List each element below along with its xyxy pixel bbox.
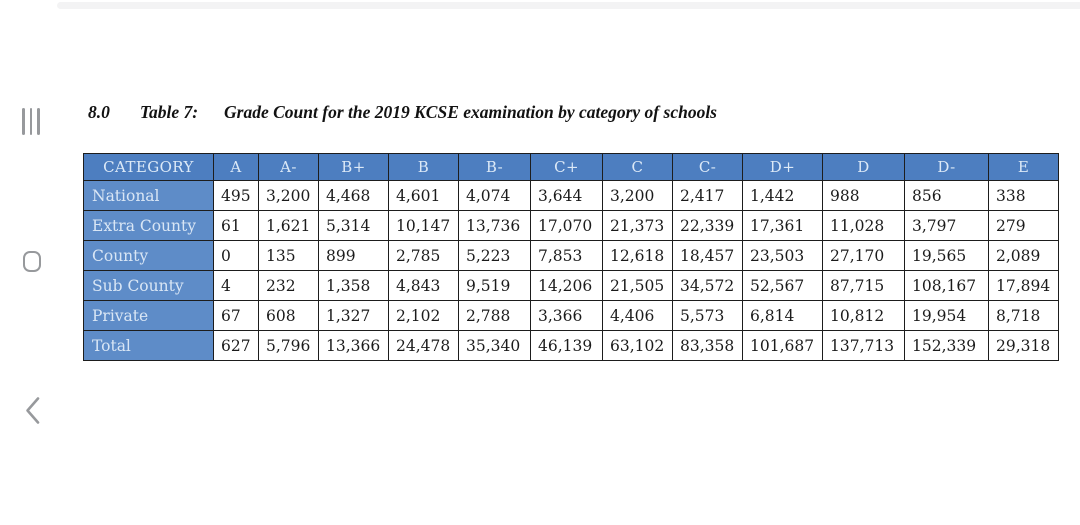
- grade-count-cell: 10,147: [389, 211, 459, 241]
- grade-count-cell: 17,070: [531, 211, 603, 241]
- grade-count-cell: 12,618: [603, 241, 673, 271]
- grade-count-cell: 5,314: [319, 211, 389, 241]
- grade-count-cell: 34,572: [673, 271, 743, 301]
- page-top-edge: [57, 2, 1080, 9]
- row-category: Total: [84, 331, 214, 361]
- table-header-row: [84, 154, 1059, 181]
- grade-count-cell: 19,565: [905, 241, 989, 271]
- grade-count-cell: 5,796: [259, 331, 319, 361]
- grade-count-cell: 3,200: [603, 181, 673, 211]
- grade-count-cell: 19,954: [905, 301, 989, 331]
- grade-count-cell: 61: [214, 211, 259, 241]
- back-icon[interactable]: [24, 396, 41, 429]
- grade-count-cell: 101,687: [743, 331, 823, 361]
- grade-count-cell: 4,601: [389, 181, 459, 211]
- row-category: Private: [84, 301, 214, 331]
- document-title: [88, 102, 717, 123]
- grade-count-cell: 46,139: [531, 331, 603, 361]
- table-row: [84, 211, 1059, 241]
- table-row: [84, 271, 1059, 301]
- grade-count-cell: 135: [259, 241, 319, 271]
- grade-count-cell: 1,358: [319, 271, 389, 301]
- grade-count-cell: 137,713: [823, 331, 905, 361]
- grade-count-cell: 22,339: [673, 211, 743, 241]
- grade-count-cell: 3,644: [531, 181, 603, 211]
- grade-count-cell: 4,843: [389, 271, 459, 301]
- table-row: [84, 331, 1059, 361]
- grade-count-cell: 2,089: [989, 241, 1059, 271]
- grade-count-cell: 87,715: [823, 271, 905, 301]
- column-header-b-: B-: [459, 154, 531, 181]
- grade-count-cell: 4,406: [603, 301, 673, 331]
- row-category: Extra County: [84, 211, 214, 241]
- grade-count-cell: 17,361: [743, 211, 823, 241]
- row-category: National: [84, 181, 214, 211]
- grade-count-cell: 152,339: [905, 331, 989, 361]
- grade-count-cell: 108,167: [905, 271, 989, 301]
- grade-count-cell: 8,718: [989, 301, 1059, 331]
- table-row: [84, 241, 1059, 271]
- table-row: [84, 181, 1059, 211]
- table-row: [84, 301, 1059, 331]
- grade-count-cell: 1,327: [319, 301, 389, 331]
- column-header-e: E: [989, 154, 1059, 181]
- grade-count-cell: 14,206: [531, 271, 603, 301]
- grade-count-cell: 4,074: [459, 181, 531, 211]
- grade-count-cell: 24,478: [389, 331, 459, 361]
- grade-count-cell: 21,373: [603, 211, 673, 241]
- grade-count-cell: 67: [214, 301, 259, 331]
- grade-count-cell: 3,797: [905, 211, 989, 241]
- column-header-c-: C-: [673, 154, 743, 181]
- grade-count-cell: 3,366: [531, 301, 603, 331]
- grade-count-cell: 338: [989, 181, 1059, 211]
- grade-count-cell: 27,170: [823, 241, 905, 271]
- recents-bar: [22, 108, 25, 135]
- column-header-d-: D+: [743, 154, 823, 181]
- grade-count-cell: 13,366: [319, 331, 389, 361]
- grade-count-cell: 83,358: [673, 331, 743, 361]
- grade-count-cell: 0: [214, 241, 259, 271]
- grade-count-cell: 17,894: [989, 271, 1059, 301]
- grade-count-cell: 627: [214, 331, 259, 361]
- table-caption: Grade Count for the 2019 KCSE examination by category of schools: [224, 102, 717, 122]
- section-number: 8.0: [88, 102, 110, 122]
- grade-count-cell: 52,567: [743, 271, 823, 301]
- grade-count-cell: 63,102: [603, 331, 673, 361]
- grade-count-cell: 7,853: [531, 241, 603, 271]
- grade-count-cell: 899: [319, 241, 389, 271]
- home-icon[interactable]: [23, 251, 41, 272]
- grade-count-cell: 18,457: [673, 241, 743, 271]
- row-category: County: [84, 241, 214, 271]
- grade-count-cell: 29,318: [989, 331, 1059, 361]
- grade-count-cell: 1,621: [259, 211, 319, 241]
- grade-count-cell: 11,028: [823, 211, 905, 241]
- recents-bar: [30, 108, 33, 135]
- grade-count-cell: 1,442: [743, 181, 823, 211]
- grade-count-cell: 4,468: [319, 181, 389, 211]
- column-header-d: D: [823, 154, 905, 181]
- grade-count-cell: 4: [214, 271, 259, 301]
- grade-count-cell: 10,812: [823, 301, 905, 331]
- column-header-b-: B+: [319, 154, 389, 181]
- grade-count-cell: 279: [989, 211, 1059, 241]
- grade-count-table: [83, 153, 1059, 361]
- grade-count-cell: 21,505: [603, 271, 673, 301]
- grade-count-cell: 232: [259, 271, 319, 301]
- column-header-c-: C+: [531, 154, 603, 181]
- grade-count-cell: 2,788: [459, 301, 531, 331]
- grade-count-cell: 6,814: [743, 301, 823, 331]
- recents-bar: [37, 108, 40, 135]
- column-header-c: C: [603, 154, 673, 181]
- column-header-b: B: [389, 154, 459, 181]
- grade-count-cell: 9,519: [459, 271, 531, 301]
- grade-count-cell: 2,102: [389, 301, 459, 331]
- grade-count-cell: 856: [905, 181, 989, 211]
- grade-count-cell: 13,736: [459, 211, 531, 241]
- grade-count-cell: 2,785: [389, 241, 459, 271]
- grade-count-cell: 988: [823, 181, 905, 211]
- grade-count-cell: 23,503: [743, 241, 823, 271]
- grade-count-cell: 2,417: [673, 181, 743, 211]
- column-header-category: CATEGORY: [84, 154, 214, 181]
- column-header-d-: D-: [905, 154, 989, 181]
- column-header-a: A: [214, 154, 259, 181]
- row-category: Sub County: [84, 271, 214, 301]
- grade-count-cell: 5,573: [673, 301, 743, 331]
- table-label: Table 7:: [139, 102, 199, 122]
- grade-count-cell: 35,340: [459, 331, 531, 361]
- recents-icon[interactable]: [22, 108, 40, 135]
- grade-count-cell: 495: [214, 181, 259, 211]
- grade-count-cell: 608: [259, 301, 319, 331]
- grade-count-cell: 3,200: [259, 181, 319, 211]
- column-header-a-: A-: [259, 154, 319, 181]
- grade-count-cell: 5,223: [459, 241, 531, 271]
